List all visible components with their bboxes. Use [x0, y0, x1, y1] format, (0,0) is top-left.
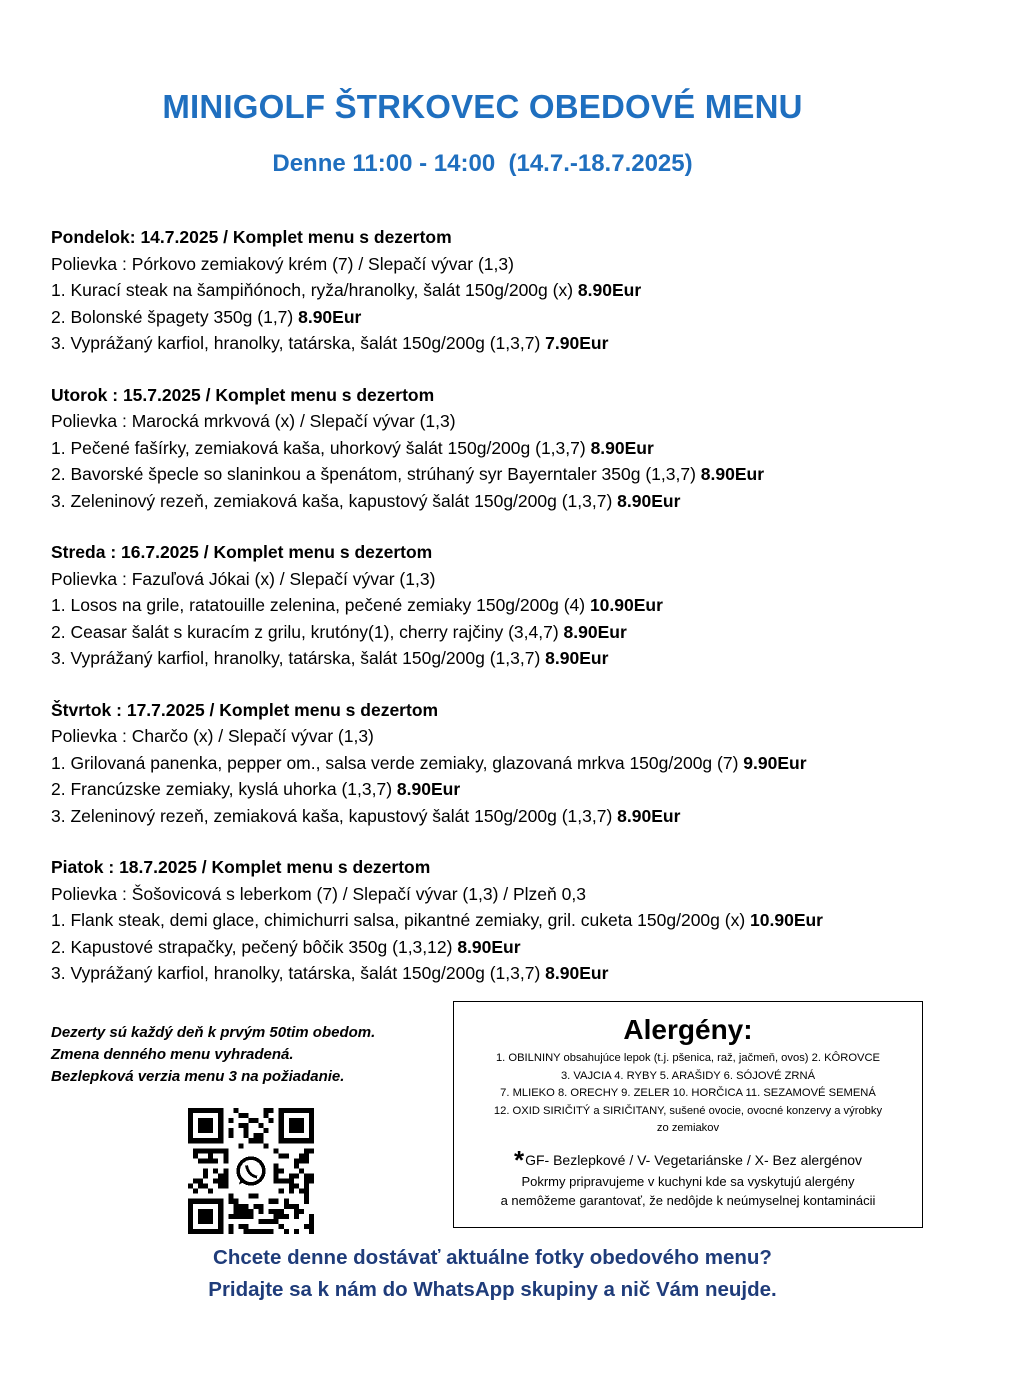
day-menu-tuesday: [51, 382, 981, 515]
note-line: Dezerty sú každý deň k prvým 50tim obedom.: [51, 1024, 376, 1041]
day-heading: Pondelok: 14.7.2025 / Komplet menu s dezertom: [51, 227, 452, 247]
menu-item: [51, 960, 981, 987]
day-menu-friday: [51, 854, 981, 987]
menu-item: [51, 803, 981, 830]
menu-item: [51, 488, 981, 515]
menu-item-text: 1. Grilovaná panenka, pepper om., salsa verde zemiaky, glazovaná mrkva 150g/200g (7): [51, 752, 744, 773]
menu-item-price: 8.90Eur: [457, 936, 521, 957]
soup-line: Polievka : Šošovicová s leberkom (7) / Slepačí vývar (1,3) / Plzeň 0,3: [51, 883, 586, 904]
menu-item: [51, 277, 981, 304]
allergen-info-box: [453, 1001, 923, 1228]
note-line: Bezlepková verzia menu 3 na požiadanie.: [51, 1068, 345, 1085]
menu-item-text: 2. Ceasar šalát s kuracím z grilu, krutóny(1), cherry rajčiny (3,4,7): [51, 621, 564, 642]
whatsapp-qr-code-icon[interactable]: [188, 1108, 314, 1234]
menu-item-price: 8.90Eur: [590, 437, 654, 458]
menu-item-text: 1. Losos na grile, ratatouille zelenina, pečené zemiaky 150g/200g (4): [51, 595, 590, 615]
allergen-line: zo zemiakov: [656, 1122, 720, 1134]
page-subtitle: Denne 11:00 - 14:00 (14.7.-18.7.2025): [272, 150, 693, 177]
cta-line: Chcete denne dostávať aktuálne fotky obedového menu?: [213, 1246, 772, 1269]
day-heading: Štvrtok : 17.7.2025 / Komplet menu s dezertom: [51, 699, 439, 720]
menu-item: [51, 619, 981, 646]
day-heading: Streda : 16.7.2025 / Komplet menu s dezertom: [51, 542, 433, 562]
menu-item: [51, 750, 981, 777]
asterisk-icon: *: [513, 1144, 525, 1175]
menu-item-price: 8.90Eur: [396, 779, 461, 799]
whatsapp-icon: [233, 1153, 269, 1189]
menu-item-price: 8.90Eur: [700, 464, 765, 484]
menu-item-price: 8.90Eur: [545, 648, 609, 668]
menu-item-price: 10.90Eur: [589, 595, 663, 615]
menu-item-text: 3. Vyprážaný karfiol, hranolky, tatárska, šalát 150g/200g (1,3,7): [51, 648, 546, 668]
allergen-disclaimer: [454, 1172, 922, 1210]
menu-item-price: 8.90Eur: [298, 306, 362, 327]
allergen-list: [454, 1050, 922, 1138]
menu-item-price: 8.90Eur: [545, 963, 609, 983]
menu-item: [51, 330, 981, 357]
soup-line: Polievka : Fazuľová Jókai (x) / Slepačí vývar (1,3): [51, 568, 436, 589]
allergen-line: 1. OBILNINY obsahujúce lepok (t.j. pšenica, raž, jačmeň, ovos) 2. KÔROVCE: [495, 1052, 881, 1064]
day-menu-thursday: [51, 697, 981, 830]
allergen-line: 3. VAJCIA 4. RYBY 5. ARAŠIDY 6. SÓJOVÉ ZRNÁ: [560, 1069, 816, 1082]
menu-item-price: 8.90Eur: [563, 621, 627, 642]
allergen-title: Alergény:: [623, 1014, 753, 1045]
day-menu-monday: [51, 224, 981, 357]
menu-item: [51, 435, 981, 462]
menu-item: [51, 592, 981, 619]
menu-item-text: 1. Flank steak, demi glace, chimichurri salsa, pikantné zemiaky, gril. cuketa 150g/200g (x): [51, 910, 751, 930]
menu-item-price: 10.90Eur: [750, 910, 823, 930]
cta-line: Pridajte sa k nám do WhatsApp skupiny a nič Vám neujde.: [208, 1278, 777, 1301]
day-heading: Piatok : 18.7.2025 / Komplet menu s dezertom: [51, 857, 431, 877]
disclaimer-line: Pokrmy pripravujeme v kuchyni kde sa vyskytujú alergény: [521, 1173, 855, 1189]
menu-item-price: 8.90Eur: [617, 490, 681, 511]
soup-line: Polievka : Charčo (x) / Slepačí vývar (1,3): [51, 726, 374, 746]
menu-item-text: 1. Pečené fašírky, zemiaková kaša, uhorkový šalát 150g/200g (1,3,7): [51, 437, 591, 458]
menu-item-text: 3. Vyprážaný karfiol, hranolky, tatárska, šalát 150g/200g (1,3,7): [51, 333, 546, 353]
day-menu-wednesday: [51, 539, 981, 672]
menu-item-text: 3. Zeleninový rezeň, zemiaková kaša, kapustový šalát 150g/200g (1,3,7): [51, 490, 618, 511]
whatsapp-call-to-action: [0, 1242, 985, 1306]
menu-item: [51, 776, 981, 803]
menu-item-text: 3. Zeleninový rezeň, zemiaková kaša, kapustový šalát 150g/200g (1,3,7): [51, 805, 618, 826]
menu-item: [51, 645, 981, 672]
legend-text: GF- Bezlepkové / V- Vegetariánske / X- Bez alergénov: [525, 1151, 863, 1168]
menu-item-text: 2. Kapustové strapačky, pečený bôčik 350g (1,3,12): [51, 936, 458, 957]
menu-item-text: 2. Bolonské špagety 350g (1,7): [51, 306, 299, 327]
note-line: Zmena denného menu vyhradená.: [51, 1046, 294, 1063]
menu-item-text: 2. Bavorské špecle so slaninkou a špenátom, strúhaný syr Bayerntaler 350g (1,3,7): [51, 464, 701, 484]
soup-line: Polievka : Pórkovo zemiakový krém (7) / Slepačí vývar (1,3): [51, 253, 514, 274]
menu-item: [51, 461, 981, 488]
menu-item-text: 2. Francúzske zemiaky, kyslá uhorka (1,3,7): [51, 779, 397, 799]
day-heading: Utorok : 15.7.2025 / Komplet menu s dezertom: [51, 384, 435, 405]
allergen-legend: [454, 1144, 922, 1175]
menu-item-text: 3. Vyprážaný karfiol, hranolky, tatárska, šalát 150g/200g (1,3,7): [51, 963, 546, 983]
menu-item-price: 8.90Eur: [577, 280, 642, 300]
disclaimer-line: a nemôžeme garantovať, že nedôjde k neúmyselnej kontaminácii: [500, 1192, 876, 1208]
menu-item: [51, 907, 981, 934]
menu-item-price: 7.90Eur: [545, 333, 609, 353]
page-title: MINIGOLF ŠTRKOVEC OBEDOVÉ MENU: [162, 88, 803, 125]
allergen-line: 12. OXID SIRIČITÝ a SIRIČITANY, sušené ovocie, ovocné konzervy a výrobky: [493, 1104, 883, 1117]
menu-item: [51, 934, 981, 961]
menu-item: [51, 304, 981, 331]
menu-item-text: 1. Kurací steak na šampiňónoch, ryža/hranolky, šalát 150g/200g (x): [51, 280, 578, 300]
menu-notes: [51, 1022, 441, 1088]
daily-menu-list: [51, 224, 981, 1012]
menu-item-price: 9.90Eur: [743, 752, 807, 773]
soup-line: Polievka : Marocká mrkvová (x) / Slepačí vývar (1,3): [51, 411, 456, 431]
allergen-line: 7. MLIEKO 8. ORECHY 9. ZELER 10. HORČICA 11. SEZAMOVÉ SEMENÁ: [500, 1087, 876, 1099]
menu-item-price: 8.90Eur: [617, 805, 681, 826]
